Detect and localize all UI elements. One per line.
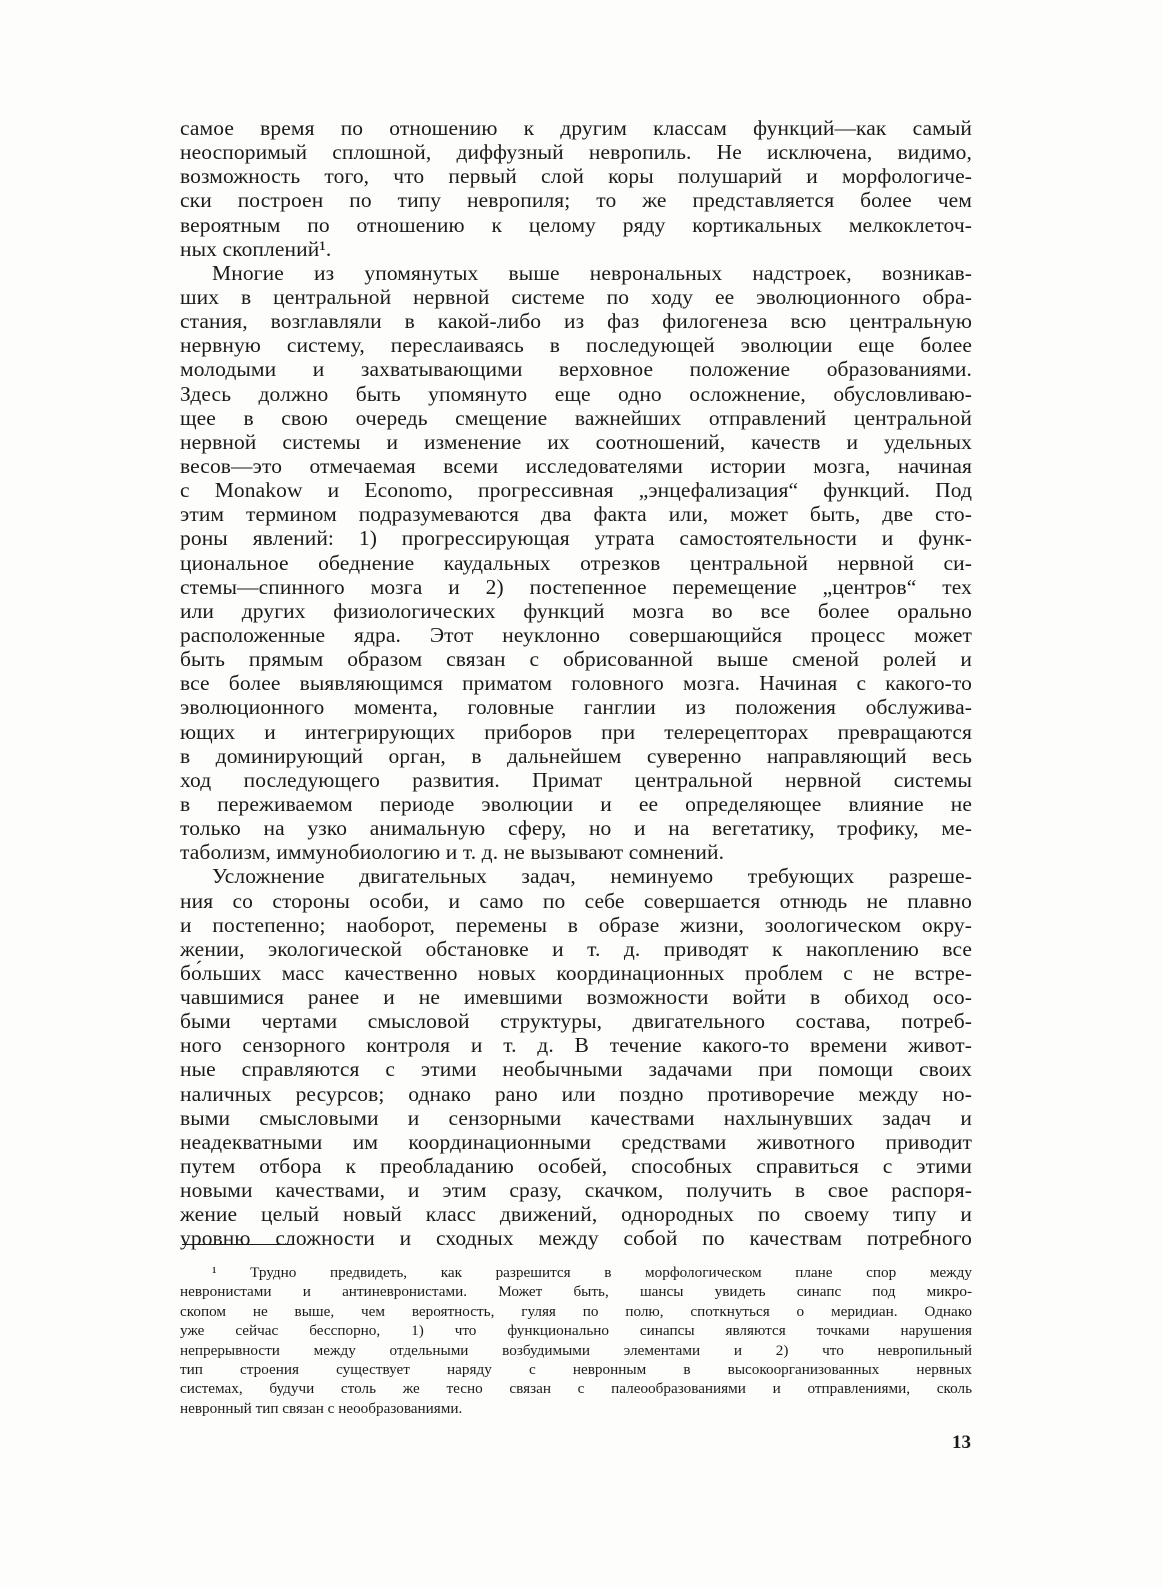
text-line: новыми качествами, и этим сразу, скачком, получить в свое распоря- xyxy=(180,1178,972,1203)
text-line: роны явлений: 1) прогрессирующая утрата самостоятельности и функ- xyxy=(180,526,972,551)
text-line: в доминирующий орган, в дальнейшем суверенно направляющий весь xyxy=(180,743,972,768)
text-line: ные справляются с этими необычными задачами при помощи своих xyxy=(180,1057,972,1082)
footnote-divider xyxy=(182,1244,294,1245)
page-number: 13 xyxy=(952,1432,971,1453)
text-line: или других физиологических функций мозга во все более орально xyxy=(180,598,972,623)
text-line: выми смысловыми и сензорными качествами нахлынувших задач и xyxy=(180,1105,972,1130)
text-line: чавшимися ранее и не имевшими возможности войти в обиход осо- xyxy=(180,985,972,1010)
footnote-line: системах, будучи столь же тесно связан с палеообразованиями и отправлениями, сколь xyxy=(180,1380,972,1398)
text-line: весов—это отмечаемая всеми исследователями истории мозга, начиная xyxy=(180,453,972,478)
text-line: эволюционного момента, головные ганглии из положения обслужива- xyxy=(180,695,972,720)
text-line: ших в центральной нервной системе по ходу ее эволюционного обра- xyxy=(180,284,972,309)
text-line: расположенные ядра. Этот неуклонно совершающийся процесс может xyxy=(180,622,972,647)
text-line: с Monakow и Economo, прогрессивная „энцефализация“ функций. Под xyxy=(180,478,972,503)
footnote xyxy=(180,1263,972,1418)
text-line: этим термином подразумеваются два факта или, может быть, две сто- xyxy=(180,502,972,527)
footnote-line: невронный тип связан с неообразованиями. xyxy=(180,1399,463,1417)
text-line: все более выявляющимся приматом головного мозга. Начиная с какого-то xyxy=(180,671,972,696)
text-line: ного сензорного контроля и т. д. В течение какого-то времени живот- xyxy=(180,1033,972,1058)
footnote-line: невронистами и антиневронистами. Может быть, шансы увидеть синапс под микро- xyxy=(180,1283,972,1301)
text-line: ски построен по типу невропиля; то же представляется более чем xyxy=(180,188,972,213)
text-line: ход последующего развития. Примат центральной нервной системы xyxy=(180,767,972,792)
text-line: Здесь должно быть упомянуто еще одно осложнение, обусловливаю- xyxy=(180,381,972,406)
footnote-line: скопом не выше, чем вероятность, гуляя по полю, споткнуться о меридиан. Однако xyxy=(180,1302,972,1320)
text-line: Многие из упомянутых выше неврональных надстроек, возникав- xyxy=(212,260,972,285)
text-line: нервной системы и изменение их соотношений, качеств и удельных xyxy=(180,429,972,454)
text-line: только на узко анимальную сферу, но и на вегетатику, трофику, ме- xyxy=(180,816,972,841)
text-line: неоспоримый сплошной, диффузный невропиль. Не исключена, видимо, xyxy=(180,140,972,165)
footnote-line: тип строения существует наряду с невронным в высокоорганизованных нервных xyxy=(180,1360,972,1378)
text-line: щее в свою очередь смещение важнейших отправлений центральной xyxy=(180,405,972,430)
footnote-line: ¹ Трудно предвидеть, как разрешится в морфологическом плане спор между xyxy=(212,1264,972,1281)
text-line: неадекватными им координационными средствами животного приводит xyxy=(180,1129,972,1154)
footnote-line: непрерывности между отдельными возбудимыми элементами и 2) что невропильный xyxy=(180,1341,972,1359)
text-line: Усложнение двигательных задач, неминуемо требующих разреше- xyxy=(212,864,972,889)
text-line: в переживаемом периоде эволюции и ее определяющее влияние не xyxy=(180,791,972,816)
text-line: молодыми и захватывающими верховное положение образованиями. xyxy=(180,357,972,382)
text-line: быть прямым образом связан с обрисованной выше сменой ролей и xyxy=(180,647,972,672)
text-line: путем отбора к преобладанию особей, способных справиться с этими xyxy=(180,1154,972,1179)
text-line: жении, экологической обстановке и т. д. приводят к накоплению все xyxy=(180,936,972,961)
text-line: вероятным по отношению к целому ряду кортикальных мелкоклеточ- xyxy=(180,212,972,237)
text-line: самое время по отношению к другим классам функций—как самый xyxy=(180,116,972,140)
text-line: таболизм, иммунобиологию и т. д. не вызывают сомнений. xyxy=(180,840,725,865)
text-line: стания, возглавляли в какой-либо из фаз филогенеза всю центральную xyxy=(180,309,972,334)
text-line: жение целый новый класс движений, однородных по своему типу и xyxy=(180,1202,972,1227)
body-text xyxy=(180,116,972,1251)
text-line: быми чертами смысловой структуры, двигательного состава, потреб- xyxy=(180,1009,972,1034)
text-line: и постепенно; наоборот, перемены в образе жизни, зоологическом окру- xyxy=(180,912,972,937)
text-line: ющих и интегрирующих приборов при телерецепторах превращаются xyxy=(180,719,972,744)
text-line: стемы—спинного мозга и 2) постепенное перемещение „центров“ тех xyxy=(180,574,972,599)
text-line: наличных ресурсов; однако рано или поздно противоречие между но- xyxy=(180,1081,972,1106)
text-line: уровню сложности и сходных между собой по качествам потребного xyxy=(180,1226,972,1251)
text-line: ных скоплений¹. xyxy=(180,236,332,261)
footnote-line: уже сейчас бесспорно, 1) что функционально синапсы являются точками нарушения xyxy=(180,1322,972,1340)
text-line: бо́льших масс качественно новых координационных проблем с не встре- xyxy=(180,960,972,985)
text-line: ния со стороны особи, и само по себе совершается отнюдь не плавно xyxy=(180,888,972,913)
text-line: циональное обеднение каудальных отрезков центральной нервной си- xyxy=(180,550,972,575)
text-line: нервную систему, переслаиваясь в последующей эволюции еще более xyxy=(180,333,972,358)
text-line: возможность того, что первый слой коры полушарий и морфологиче- xyxy=(180,164,972,189)
